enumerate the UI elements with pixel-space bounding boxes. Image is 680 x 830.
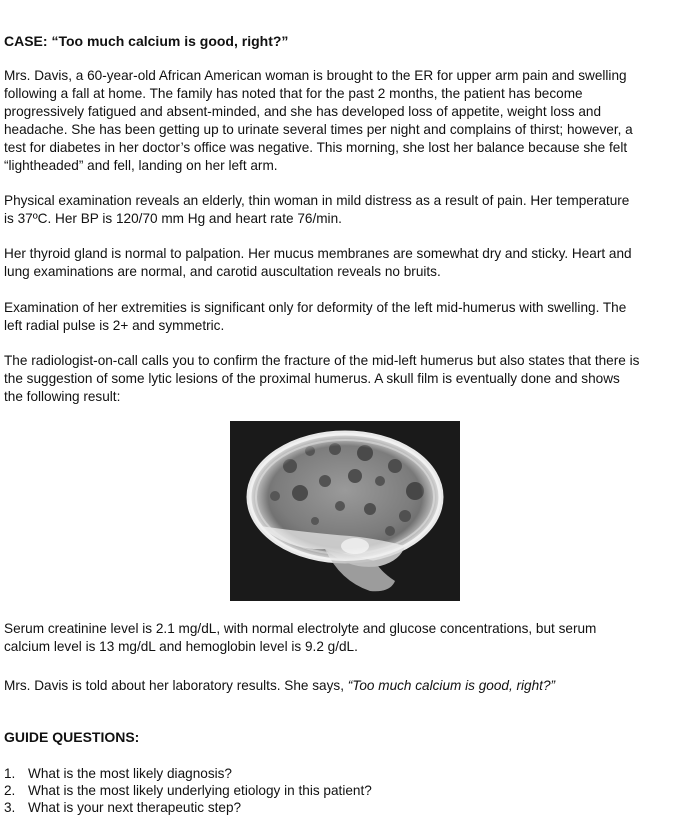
case-title: CASE: “Too much calcium is good, right?” [4,33,289,49]
skull-xray-image [230,421,460,601]
text-line: Physical examination reveals an elderly, thin woman in mild distress as a result of pain. Her temperature [4,193,630,208]
list-item [4,799,372,816]
list-item [4,782,372,799]
text-line: left radial pulse is 2+ and symmetric. [4,318,225,333]
intro-paragraph [4,67,680,175]
question-number: 3. [4,800,16,815]
question-text: What is the most likely diagnosis? [28,766,232,781]
extremities-paragraph [4,299,680,335]
text-line: the following result: [4,389,121,404]
radiology-paragraph [4,352,680,406]
text-line: the suggestion of some lytic lesions of the proximal humerus. A skull film is eventually done and shows [4,371,620,386]
list-item [4,765,372,782]
skull-rim-glow [249,433,441,561]
thyroid-paragraph [4,245,680,281]
text-line [4,677,680,695]
physical-exam-paragraph [4,192,680,228]
text-line: test for diabetes in her doctor’s office was negative. This morning, she lost her balance because she felt [4,140,628,155]
text-line: “lightheaded” and fell, landing on her left arm. [4,158,278,173]
guide-questions-list [4,765,372,816]
text-line: Mrs. Davis, a 60-year-old African American woman is brought to the ER for upper arm pain and swelling [4,68,627,83]
patient-statement-paragraph [4,677,680,695]
question-number: 1. [4,766,16,781]
text-line: lung examinations are normal, and carotid auscultation reveals no bruits. [4,264,441,279]
text-line: headache. She has been getting up to urinate several times per night and complains of thirst; however, a [4,122,633,137]
guide-questions-title: GUIDE QUESTIONS: [4,729,140,745]
text-line: The radiologist-on-call calls you to confirm the fracture of the mid-left humerus but also states that there is [4,353,640,368]
question-text: What is your next therapeutic step? [28,800,242,815]
question-text: What is the most likely underlying etiology in this patient? [28,783,372,798]
text-line: progressively fatigued and absent-minded, and she has developed loss of appetite, weight loss and [4,104,602,119]
text-line: following a fall at home. The family has noted that for the past 2 months, the patient has become [4,86,583,101]
labs-paragraph [4,620,680,656]
text-line: Serum creatinine level is 2.1 mg/dL, with normal electrolyte and glucose concentrations, but serum [4,621,597,636]
text-line: is 37ºC. Her BP is 120/70 mm Hg and heart rate 76/min. [4,211,342,226]
statement-prefix: Mrs. Davis is told about her laboratory results. She says, [4,678,348,693]
text-line: Examination of her extremities is significant only for deformity of the left mid-humerus with swelling. The [4,300,627,315]
text-line: calcium level is 13 mg/dL and hemoglobin level is 9.2 g/dL. [4,639,358,654]
question-number: 2. [4,783,16,798]
text-line: Her thyroid gland is normal to palpation. Her mucus membranes are somewhat dry and sticky. Heart and [4,246,632,261]
statement-quote: “Too much calcium is good, right?” [347,678,556,693]
